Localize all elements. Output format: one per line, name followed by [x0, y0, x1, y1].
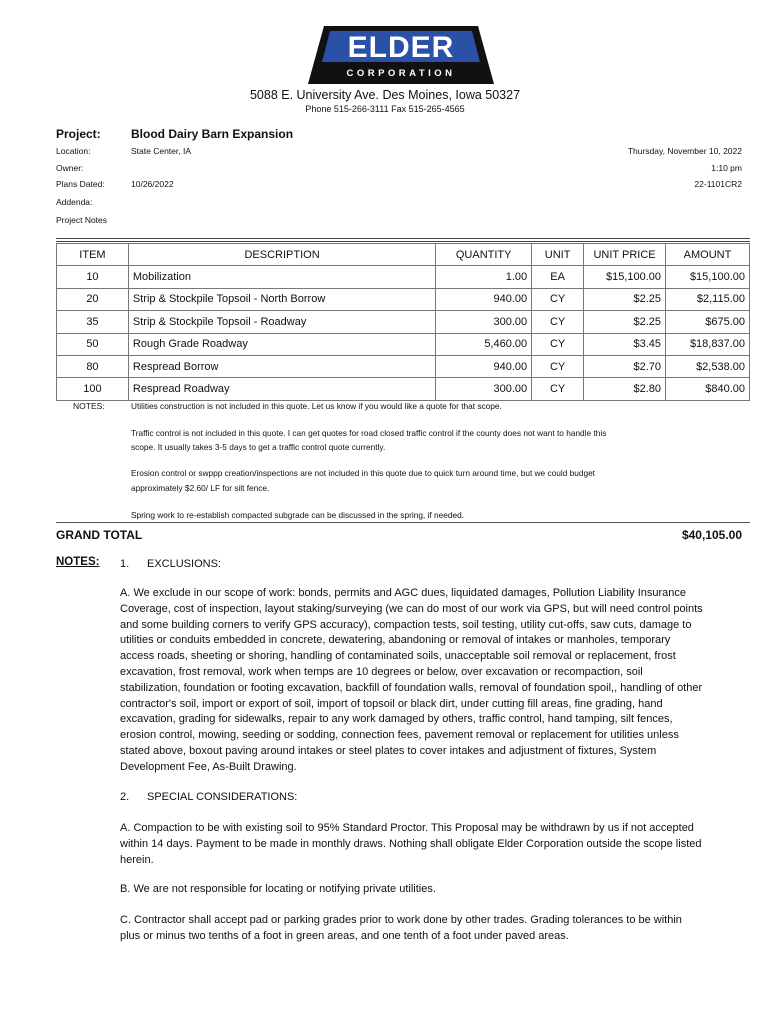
cell-description: Strip & Stockpile Topsoil - North Borrow [128, 288, 435, 310]
project-name: Blood Dairy Barn Expansion [131, 127, 294, 141]
cell-description: Mobilization [128, 266, 435, 288]
cell-description: Respread Borrow [128, 355, 435, 377]
section-1-number: 1. [120, 558, 130, 570]
cell-item: 10 [57, 266, 129, 288]
cell-unit: CY [532, 311, 584, 333]
cell-unit: CY [532, 333, 584, 355]
quote-date: Thursday, November 10, 2022 [627, 146, 742, 156]
table-note-utilities: Utilities construction is not included in this quote. Let us know if you would like a quote for that scope. [131, 401, 502, 411]
logo-word: ELDER [347, 31, 455, 64]
cell-unit: EA [532, 266, 584, 288]
table-top-rule [56, 238, 750, 239]
table-note-erosion-line1: Erosion control or swppp creation/inspections are not included in this quote due to quick turn around time, but we could budget [131, 468, 595, 478]
table-note-erosion-line2: approximately $2.60/ LF for silt fence. [131, 483, 270, 493]
exclusions-paragraph: A. We exclude in our scope of work: bonds, permits and AGC dues, liquidated damages, Pollution Liability Insurance Coverage, cost of inspection, layout staking/surveying (we can do most of our work via GPS, but will need control points and some building corners to verify GPS accuracy), compaction tests, soil testing, utility cut-offs, saw cuts, damage to utilities or conduits embedded in concrete, dewatering, abandoning or removal of intakes or manholes, temporary access roads, sheeting or shoring, handling of contaminated soils, unacceptable soil removal or replacement, frost excavation, frost removal, work when temps are 10 degrees or below, over excavation or recompaction, soil stabilization, foundation or footing excavation, backfill of foundation walls, removal of foundation spoil,, handling of other contractor's soil, import or export of soil, import of topsoil or black dirt, under cutting fill areas, fine grading, hand excavation, grading for sidewalks, repair to any work damaged by others, traffic control, hand tamping, silt fences, erosion control, mowing, seeding or sodding, connection fees, pavement removal or replacement for utilities unless stated above, boxout paving around intakes or steel plates to cover intakes and adjustment of fixtures, System Development Fee, As-Built Drawing. [120, 587, 703, 773]
cell-quantity: 300.00 [436, 311, 532, 333]
cell-unit: CY [532, 355, 584, 377]
special-consideration-b: B. We are not responsible for locating or notifying private utilities. [120, 883, 436, 895]
quote-time: 1:10 pm [711, 163, 742, 173]
cell-item: 20 [57, 288, 129, 310]
cell-item: 50 [57, 333, 129, 355]
cell-description: Respread Roadway [128, 378, 435, 400]
grand-total-label: GRAND TOTAL [56, 528, 143, 542]
plans-dated-label: Plans Dated: [56, 179, 105, 189]
cell-item: 35 [57, 311, 129, 333]
cell-quantity: 300.00 [436, 378, 532, 400]
grand-total-rule [56, 522, 750, 523]
elder-corporation-logo [308, 24, 494, 86]
company-phone: Phone 515-266-3111 Fax 515-265-4565 [305, 104, 465, 114]
cell-amount: $18,837.00 [666, 333, 750, 355]
header-quantity: QUANTITY [436, 244, 532, 266]
section-2-number: 2. [120, 791, 130, 803]
cell-unit-price: $2.25 [584, 311, 666, 333]
cell-quantity: 940.00 [436, 288, 532, 310]
table-note-traffic-line2: scope. It usually takes 3-5 days to get a traffic control quote currently. [131, 442, 386, 452]
cell-item: 100 [57, 378, 129, 400]
special-consideration-a: A. Compaction to be with existing soil to 95% Standard Proctor. This Proposal may be withdrawn by us if not accepted within 14 days. Payment to be made in monthly draws. Nothing shall obligate Elder Corporation outside the scope listed herein. [120, 822, 702, 866]
cell-unit: CY [532, 378, 584, 400]
special-consideration-c: C. Contractor shall accept pad or parking grades prior to work done by other trades. Grading tolerances to be within plus or minus two tenths of a foot in green areas, and one tenth of a foot under paved areas. [120, 914, 682, 942]
table-row [57, 378, 750, 400]
header-description: DESCRIPTION [128, 244, 435, 266]
bid-table [56, 243, 750, 401]
plans-dated-value: 10/26/2022 [131, 179, 174, 189]
section-2-title: SPECIAL CONSIDERATIONS: [147, 791, 298, 803]
cell-amount: $675.00 [666, 311, 750, 333]
header-unit: UNIT [532, 244, 584, 266]
location-label: Location: [56, 146, 91, 156]
location-value: State Center, IA [131, 146, 192, 156]
project-notes-label: Project Notes [56, 215, 108, 225]
table-top-rule-2 [56, 241, 750, 242]
cell-quantity: 1.00 [436, 266, 532, 288]
section-1-title: EXCLUSIONS: [147, 558, 221, 570]
cell-unit: CY [532, 288, 584, 310]
notes-heading: NOTES: [56, 556, 100, 568]
table-note-spring: Spring work to re-establish compacted subgrade can be discussed in the spring, if needed. [131, 510, 464, 520]
cell-unit-price: $2.25 [584, 288, 666, 310]
addenda-label: Addenda: [56, 197, 93, 207]
project-label: Project: [56, 127, 101, 141]
owner-label: Owner: [56, 163, 84, 173]
cell-quantity: 940.00 [436, 355, 532, 377]
table-header-row [57, 244, 750, 266]
table-row [57, 333, 750, 355]
table-row [57, 288, 750, 310]
company-address: 5088 E. University Ave. Des Moines, Iowa 50327 [249, 88, 521, 102]
cell-unit-price: $15,100.00 [584, 266, 666, 288]
table-row [57, 311, 750, 333]
header-amount: AMOUNT [666, 244, 750, 266]
header-unit-price: UNIT PRICE [584, 244, 666, 266]
logo-subword: CORPORATION [346, 68, 456, 79]
table-row [57, 266, 750, 288]
cell-amount: $840.00 [666, 378, 750, 400]
cell-amount: $2,538.00 [666, 355, 750, 377]
header-item: ITEM [57, 244, 129, 266]
cell-item: 80 [57, 355, 129, 377]
cell-description: Strip & Stockpile Topsoil - Roadway [128, 311, 435, 333]
cell-amount: $15,100.00 [666, 266, 750, 288]
grand-total-value: $40,105.00 [681, 528, 742, 542]
table-note-traffic-line1: Traffic control is not included in this quote. I can get quotes for road closed traffic control if the county does not want to handle this [131, 428, 607, 438]
cell-unit-price: $2.70 [584, 355, 666, 377]
cell-unit-price: $3.45 [584, 333, 666, 355]
cell-quantity: 5,460.00 [436, 333, 532, 355]
cell-description: Rough Grade Roadway [128, 333, 435, 355]
cell-unit-price: $2.80 [584, 378, 666, 400]
quote-number: 22-1101CR2 [694, 179, 742, 189]
table-notes-label: NOTES: [73, 401, 105, 411]
table-row [57, 355, 750, 377]
cell-amount: $2,115.00 [666, 288, 750, 310]
